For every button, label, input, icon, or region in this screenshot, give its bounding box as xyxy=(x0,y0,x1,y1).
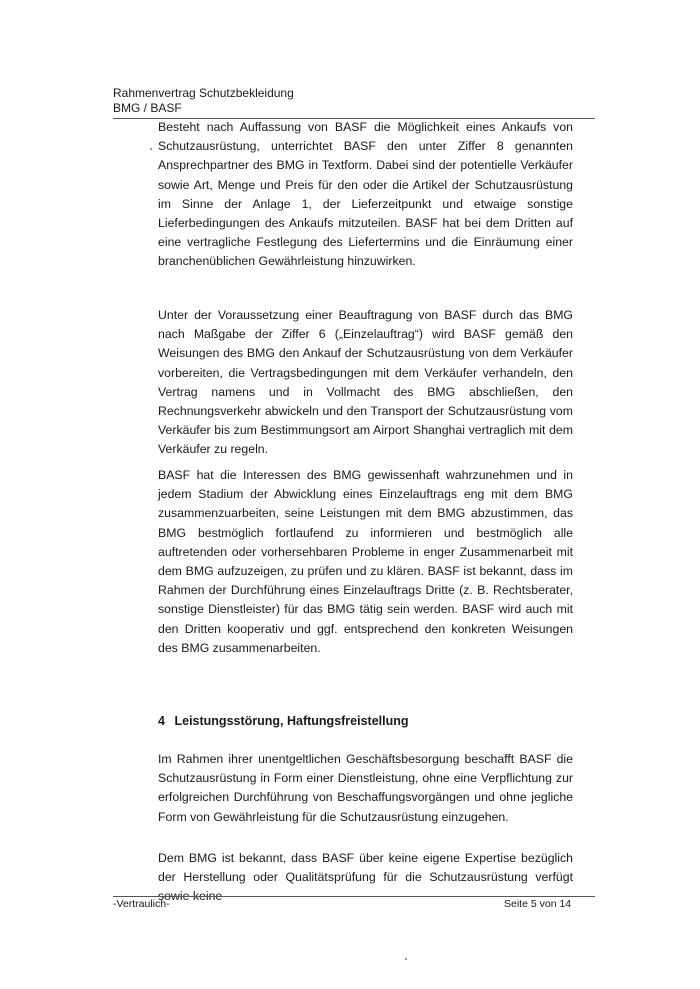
scan-speck xyxy=(405,958,407,960)
scan-speck xyxy=(150,148,152,150)
footer-divider xyxy=(113,896,595,897)
paragraph: BASF hat die Interessen des BMG gewissenhaft wahrzunehmen und in jedem Stadium der Abwicklung eines Einzelauftrags eng mit dem BMG zusammenzuarbeiten, seine Leistungen mit dem BMG abzustimmen, das BMG bestmöglich fortlaufend zu informieren und bestmöglich alle auftretenden oder vorhersehbaren Probleme in enger Zusammenarbeit mit dem BMG aufzuzeigen, zu prüfen und zu klären. BASF ist bekannt, dass im Rahmen der Durchführung eines Einzelauftrags Dritte (z. B. Rechtsberater, sonstige Dienstleister) für das BMG tätig sein werden. BASF wird auch mit den Dritten kooperativ und ggf. entsprechend den konkreten Weisungen des BMG zusammenarbeiten. xyxy=(158,468,573,655)
section-title: Leistungsstörung, Haftungsfreistellung xyxy=(174,714,409,728)
paragraph: Unter der Voraussetzung einer Beauftragung von BASF durch das BMG nach Maßgabe der Ziffer 6 („Einzelauftrag“) wird BASF gemäß den Weisungen des BMG den Ankauf der Schutzausrüstung von dem Verkäufer vorbereiten, die Vertragsbedingungen mit dem Verkäufer verhandeln, den Vertrag namens und in Vollmacht des BMG abschließen, den Rechnungsverkehr abwickeln und den Transport der Schutzausrüstung vom Verkäufer bis zum Bestimmungsort am Airport Shanghai vertraglich mit dem Verkäufer zu regeln. xyxy=(158,308,573,457)
header-title: Rahmenvertrag Schutzbekleidung xyxy=(113,86,294,100)
confidentiality-label: -Vertraulich- xyxy=(113,898,170,910)
section-number: 4 xyxy=(158,714,165,728)
page-header xyxy=(113,86,294,116)
paragraph: Im Rahmen ihrer unentgeltlichen Geschäftsbesorgung beschafft BASF die Schutzausrüstung in Form einer Dienstleistung, ohne eine Verpflichtung zur erfolgreichen Durchführung von Beschaffungsvorgängen und ohne jegliche Form von Gewährleistung für die Schutzausrüstung einzugehen. xyxy=(158,752,573,824)
header-parties: BMG / BASF xyxy=(113,101,182,115)
page-number: Seite 5 von 14 xyxy=(504,898,572,910)
paragraph: Dem BMG ist bekannt, dass BASF über keine eigene Expertise bezüglich der Herstellung oder Qualitätsprüfung für die Schutzausrüstung verfügt sowie keine xyxy=(158,851,573,904)
section-heading xyxy=(158,714,409,728)
paragraph: Besteht nach Auffassung von BASF die Möglichkeit eines Ankaufs von Schutzausrüstung, unterrichtet BASF den unter Ziffer 8 genannten Ansprechpartner des BMG in Textform. Dabei sind der potentielle Verkäufer sowie Art, Menge und Preis für den oder die Artikel der Schutzausrüstung im Sinne der Anlage 1, der Lieferzeitpunkt und etwaige sonstige Lieferbedingungen des Ankaufs mitzuteilen. BASF hat bei dem Dritten auf eine vertragliche Festlegung des Liefertermins und die Einräumung einer branchenüblichen Gewährleistung hinzuwirken. xyxy=(158,120,573,269)
